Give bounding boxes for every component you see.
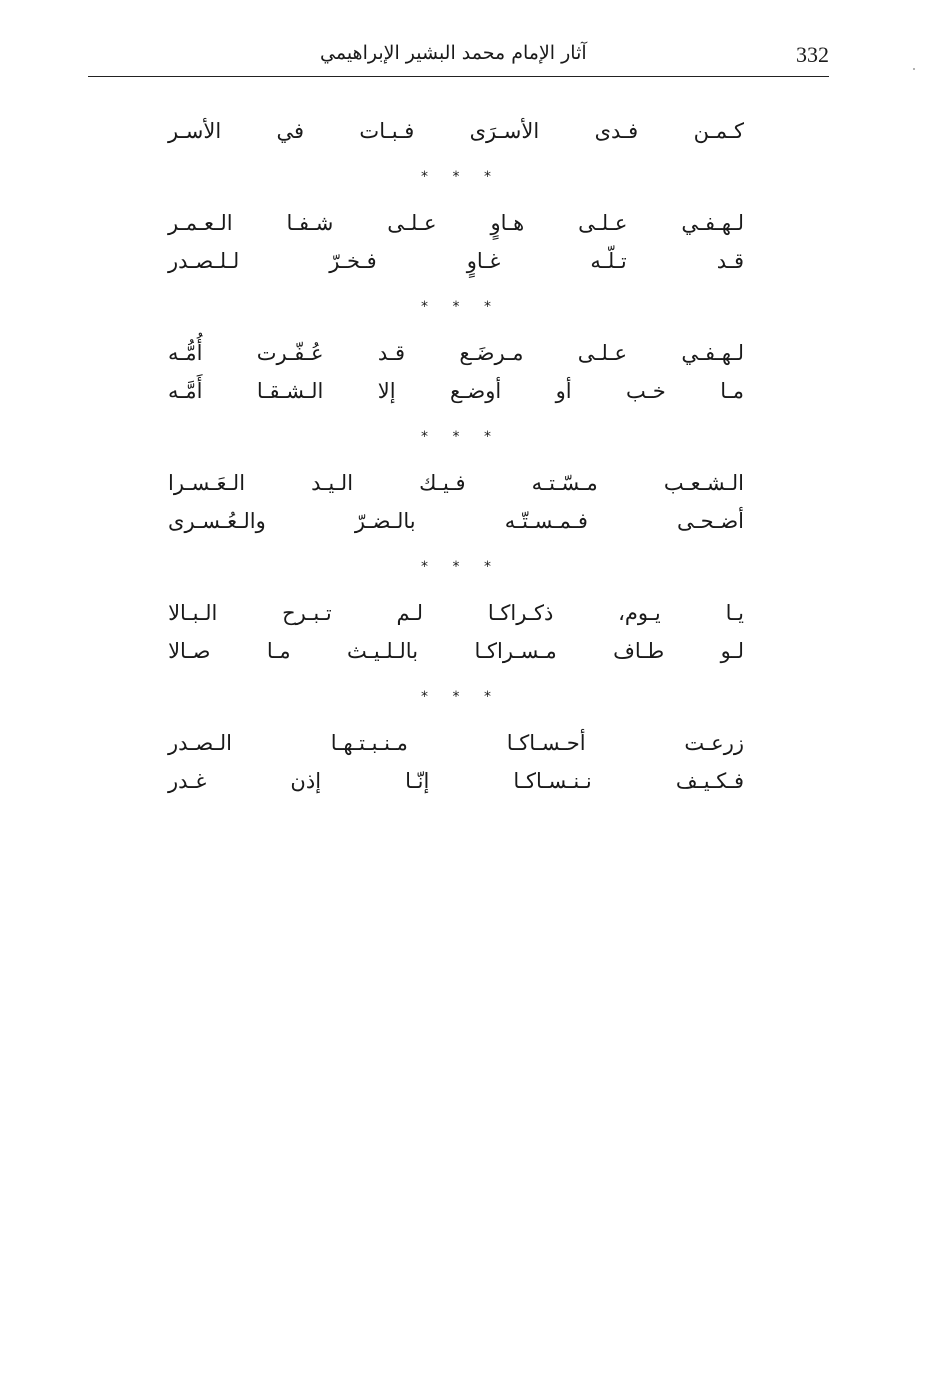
- verse-word: والـعُـسـرى: [168, 509, 266, 533]
- verse-word: فـدى: [594, 119, 639, 143]
- page-header: [88, 40, 829, 77]
- verse-line: [168, 334, 744, 372]
- verse-word: عـلـى: [387, 211, 437, 235]
- verse-line: [168, 632, 744, 670]
- verse-word: شـفـا: [286, 211, 334, 235]
- verse-word: نـنـسـاكـا: [513, 769, 592, 793]
- verse-line: [168, 112, 744, 150]
- verse-word: إذن: [290, 769, 322, 793]
- verse-word: مـا: [720, 379, 744, 403]
- stanza-separator: * * *: [421, 429, 501, 445]
- stanza-separator: * * *: [421, 689, 501, 705]
- stanza: [168, 724, 744, 800]
- verse-word: إلا: [377, 379, 396, 403]
- verse-word: فـمـسـتّـه: [504, 509, 588, 533]
- verse-word: في: [276, 119, 305, 143]
- verse-word: الـبـالا: [168, 601, 218, 625]
- verse-word: أضـحـى: [676, 509, 744, 533]
- stanza-separator: * * *: [421, 299, 501, 315]
- verse-word: بالـلـيـث: [347, 639, 419, 663]
- verse-line: [168, 594, 744, 632]
- verse-word: كـمـن: [693, 119, 744, 143]
- verse-word: الـصـدر: [168, 731, 232, 755]
- verse-line: [168, 762, 744, 800]
- verse-word: هـاوٍ: [490, 211, 525, 235]
- stanza: [168, 464, 744, 540]
- verse-word: أُمُّـه: [168, 341, 203, 365]
- stanza: [168, 204, 744, 280]
- scan-speck: [913, 68, 915, 70]
- verse-word: الـعـمـر: [168, 211, 233, 235]
- verse-line: [168, 372, 744, 410]
- verse-word: بالـضـرّ: [354, 509, 416, 533]
- verse-word: الـيـد: [311, 471, 354, 495]
- verse-word: زرعـت: [684, 731, 744, 755]
- verse-word: ذكـراكـا: [487, 601, 554, 625]
- running-title: آثار الإمام محمد البشير الإبراهيمي: [320, 42, 587, 64]
- verse-word: إنّـا: [405, 769, 430, 793]
- stanza-separator: * * *: [421, 559, 501, 575]
- verse-word: تـبـرح: [282, 601, 332, 625]
- stanza: [168, 334, 744, 410]
- verse-word: تـلّـه: [590, 249, 627, 273]
- verse-word: عـلـى: [577, 341, 628, 365]
- verse-word: فـخـرّ: [329, 249, 377, 273]
- verse-word: مـسّـتـه: [531, 471, 598, 495]
- verse-word: مـا: [266, 639, 291, 663]
- verse-word: قـد: [377, 341, 406, 365]
- stanza: [168, 594, 744, 670]
- verse-word: فـكـيـف: [675, 769, 744, 793]
- verse-word: الـشـعـب: [663, 471, 744, 495]
- stanza-separator: * * *: [421, 169, 501, 185]
- verse-word: فـيـك: [419, 471, 466, 495]
- page-number: 332: [796, 42, 829, 67]
- verse-word: لـهـفـي: [681, 211, 744, 235]
- verse-word: الـشـقـا: [256, 379, 324, 403]
- verse-line: [168, 502, 744, 540]
- verse-word: مـسـراكـا: [474, 639, 557, 663]
- stanza: [168, 112, 744, 150]
- verse-word: طـاف: [613, 639, 665, 663]
- verse-word: عـلـى: [578, 211, 628, 235]
- verse-line: [168, 204, 744, 242]
- verse-word: الأسـرَى: [469, 119, 540, 143]
- verse-word: أوضـع: [450, 379, 502, 403]
- verse-word: أحـسـاكـا: [506, 731, 586, 755]
- verse-word: قـد: [716, 249, 744, 273]
- verse-word: لـهـفـي: [681, 341, 744, 365]
- verse-word: لـلـصـدر: [168, 249, 240, 273]
- verse-line: [168, 464, 744, 502]
- verse-word: لـو: [720, 639, 744, 663]
- verse-word: يـا: [725, 601, 744, 625]
- verse-word: خـب: [626, 379, 666, 403]
- verse-word: فـبـات: [359, 119, 415, 143]
- verse-word: يـوم،: [618, 601, 661, 625]
- verse-word: غـاوٍ: [466, 249, 501, 273]
- verse-word: غـدر: [168, 769, 207, 793]
- verse-word: أَمَّـه: [168, 379, 203, 403]
- verse-word: عُـفّـرت: [256, 341, 324, 365]
- poem: [168, 112, 744, 800]
- verse-line: [168, 724, 744, 762]
- verse-word: الـعَـسـرا: [168, 471, 246, 495]
- verse-word: لـم: [396, 601, 424, 625]
- verse-word: مـرضَـع: [459, 341, 524, 365]
- verse-word: صـالا: [168, 639, 211, 663]
- verse-word: أو: [555, 379, 572, 403]
- verse-word: الأسـر: [168, 119, 222, 143]
- verse-line: [168, 242, 744, 280]
- verse-word: مـنـبـتـهـا: [330, 731, 408, 755]
